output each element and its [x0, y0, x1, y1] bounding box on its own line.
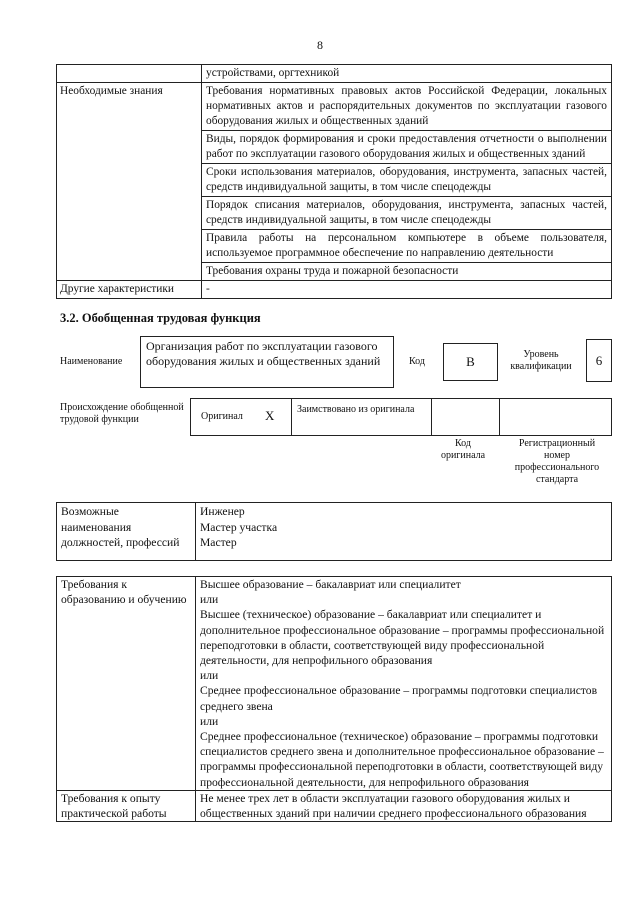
- education-line: или: [200, 714, 219, 728]
- knowledge-item: Сроки использования материалов, оборудования, инструмента, запасных частей, средств индивидуальной защиты, в том числе спецодежды: [202, 164, 612, 197]
- level-value: 6: [586, 339, 612, 382]
- original-mark: X: [265, 408, 275, 423]
- function-name: Организация работ по эксплуатации газового оборудования жилых и общественных зданий: [140, 336, 394, 388]
- knowledge-table: [56, 64, 612, 299]
- page-number: 8: [317, 38, 323, 52]
- divider: [431, 398, 432, 436]
- knowledge-item: Требования нормативных правовых актов Российской Федерации, локальных нормативных актов и распорядительных документов по эксплуатации газового оборудования жилых и общественных зданий: [202, 83, 612, 131]
- original-label: Оригинал: [201, 411, 243, 422]
- code-label: Код: [409, 356, 425, 367]
- experience-label: Требования к опыту практической работы: [57, 790, 196, 821]
- divider: [499, 398, 500, 436]
- section-title: 3.2. Обобщенная трудовая функция: [60, 311, 261, 325]
- knowledge-item: Правила работы на персональном компьютере в объеме пользователя, используемое программное обеспечение по направлению деятельности: [202, 230, 612, 263]
- name-label: Наименование: [60, 356, 123, 367]
- position-item: Мастер: [200, 536, 237, 549]
- reg-caption: Регистрационный номер профессионального стандарта: [514, 438, 600, 485]
- education-line: Среднее профессиональное (техническое) образование – программы подготовки специалистов среднего звена и дополнительное профессиональное образование – программы профессиональной переподготовки в области, соответствующей виду профессиональной деятельности, для непрофильного образования: [200, 730, 604, 789]
- position-item: Инженер: [200, 505, 245, 518]
- positions-table: [56, 502, 612, 561]
- knowledge-item: Требования охраны труда и пожарной безопасности: [202, 263, 612, 281]
- positions-label: Возможные наименования должностей, профессий: [57, 503, 196, 561]
- position-item: Мастер участка: [200, 520, 278, 534]
- other-value: -: [202, 281, 612, 299]
- origin-box: [190, 398, 612, 436]
- knowledge-item: Порядок списания материалов, оборудования, инструмента, запасных частей, средств индивидуальной защиты, в том числе спецодежды: [202, 197, 612, 230]
- education-line: Среднее профессиональное образование – программы подготовки специалистов среднего звена: [200, 684, 598, 713]
- education-list: [196, 577, 612, 791]
- divider: [291, 398, 292, 436]
- top-cell: устройствами, оргтехникой: [202, 65, 612, 83]
- requirements-table: [56, 576, 612, 822]
- knowledge-label: Необходимые знания: [57, 83, 202, 281]
- knowledge-item: Виды, порядок формирования и сроки предоставления отчетности о выполнении работ по эксплуатации газового оборудования жилых и общественных зданий: [202, 131, 612, 164]
- education-line: или: [200, 593, 219, 607]
- level-label: Уровень квалификации: [510, 349, 572, 372]
- education-line: Высшее (техническое) образование – бакалавриат или специалитет и дополнительное профессиональное образование – программы профессиональной переподготовки в области, соответствующей виду профессиональной деятельности, для непрофильного образования: [200, 608, 605, 668]
- positions-list: [196, 503, 612, 561]
- empty-cell: [57, 65, 202, 83]
- borrowed-label: Заимствовано из оригинала: [297, 404, 415, 415]
- education-line: Высшее образование – бакалавриат или специалитет: [200, 578, 461, 591]
- experience-value: Не менее трех лет в области эксплуатации газового оборудования жилых и общественных зданий при наличии среднего профессионального образования: [196, 790, 612, 821]
- origin-label: Происхождение обобщенной трудовой функции: [60, 402, 184, 425]
- education-line: или: [200, 669, 219, 683]
- education-label: Требования к образованию и обучению: [57, 577, 196, 791]
- code-caption: Код оригинала: [440, 438, 486, 461]
- other-label: Другие характеристики: [57, 281, 202, 299]
- code-value: B: [443, 343, 498, 381]
